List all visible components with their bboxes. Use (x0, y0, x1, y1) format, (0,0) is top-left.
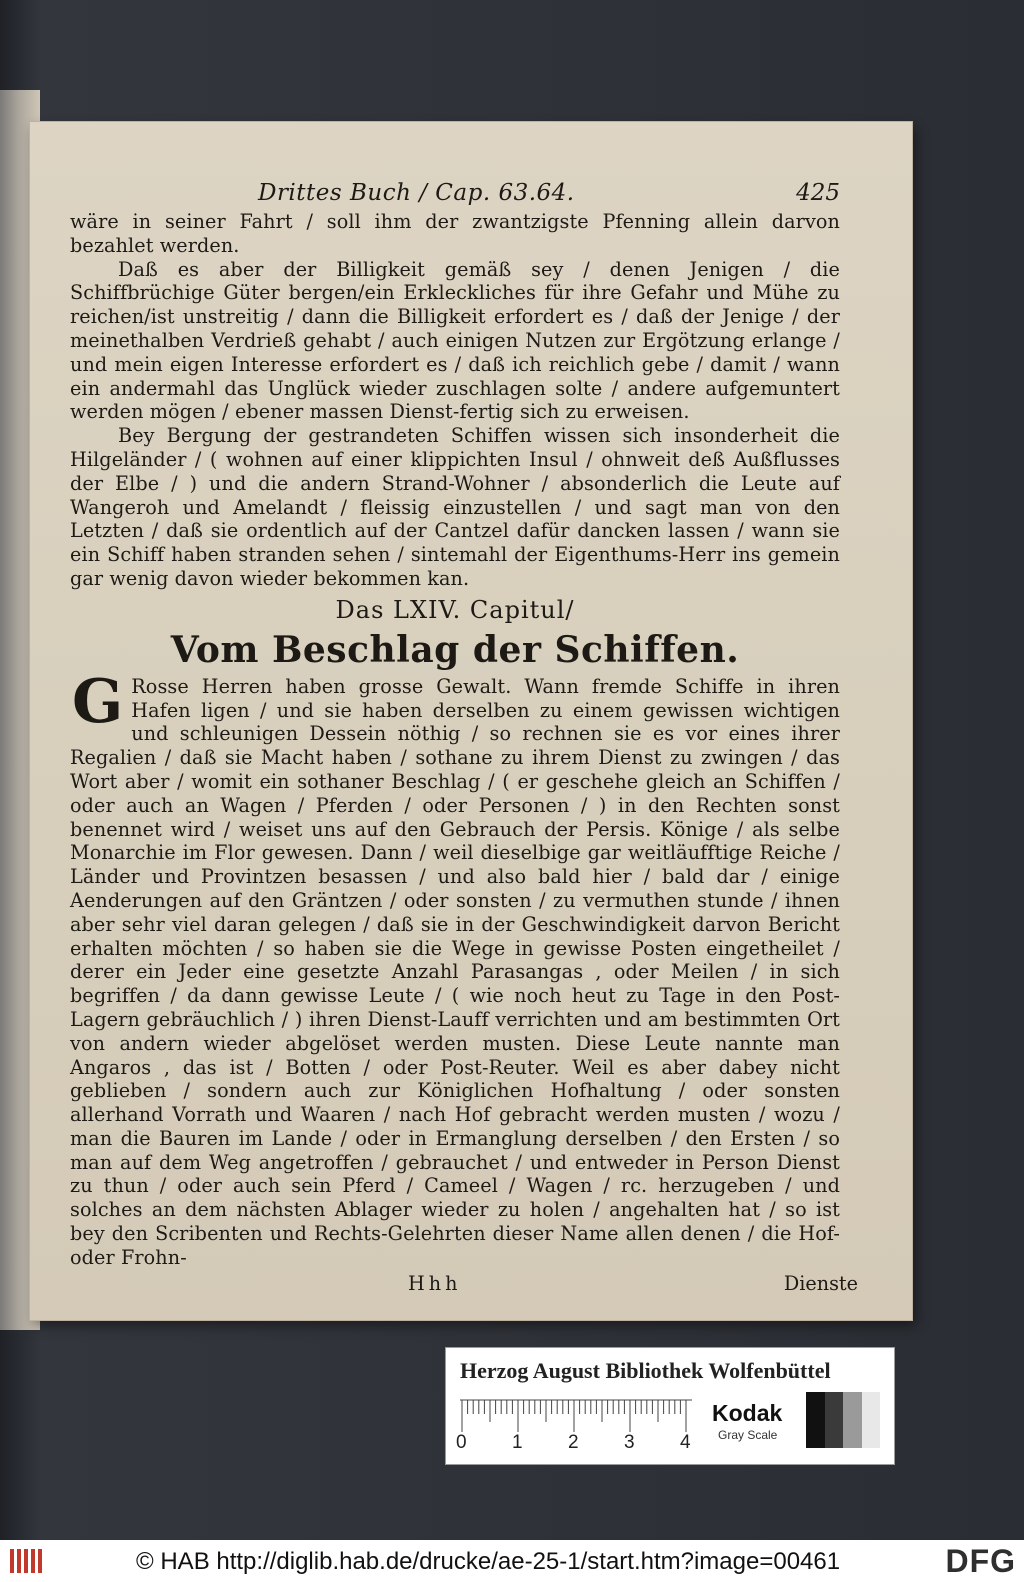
ruler-label-3: 3 (624, 1432, 635, 1453)
gray-patch (806, 1392, 825, 1448)
signature-mark: Hhh (408, 1271, 462, 1295)
ruler-label-2: 2 (568, 1432, 579, 1453)
footer-bar (0, 1540, 1024, 1582)
gray-patches (806, 1392, 880, 1448)
kodak-logo: Kodak (712, 1400, 783, 1426)
ruler-label-1: 1 (512, 1432, 523, 1453)
dfg-logo: DFG (945, 1543, 1016, 1579)
paragraph-stranded-ships: Bey Bergung der gestrandeten Schiffen wissen sich insonderheit die Hilgeländer / ( wohnen auf einer klippichten Insul / ohnweit deß Außflusses der Elbe / ) und die andern Strand-Wohner / absonderlich die Leute auf Wangeroh und Amelandt / fleissig einzustellen / und sagt man von den Letzten / daß sie ordentlich auf der Cantzel dafür dancken lassen / wann sie ein Schiff haben stranden sehen / sintemahl der Eigenthums-Herr ins gemein gar wenig davon wieder bekommen kan. (70, 424, 840, 590)
book-page (30, 122, 912, 1320)
paragraph-continuation: wäre in seiner Fahrt / soll ihm der zwantzigste Pfenning allein darvon bezahlet werden. (70, 210, 840, 257)
ruler-label-4: 4 (680, 1432, 691, 1453)
ruler-labels (452, 1432, 702, 1454)
gray-patch (825, 1392, 844, 1448)
library-name: Herzog August Bibliothek Wolfenbüttel (460, 1358, 831, 1383)
page-content (70, 180, 858, 1300)
copyright-link[interactable]: © HAB http://diglib.hab.de/drucke/ae-25-1/start.htm?image=00461 (136, 1548, 841, 1575)
chapter-number: Das LXIV. Capitul/ (335, 595, 575, 624)
gray-scale-label: Gray Scale (718, 1428, 778, 1442)
chapter-title: Vom Beschlag der Schiffen. (170, 628, 740, 671)
ruler-label-0: 0 (456, 1432, 467, 1453)
gray-patch (843, 1392, 862, 1448)
header-title: Drittes Buch / Cap. 63.64. (258, 180, 575, 206)
ruler-scale (460, 1398, 700, 1434)
running-header (70, 180, 840, 210)
color-calibration-target (446, 1348, 894, 1464)
page-footer (70, 1271, 858, 1300)
chapter-body (70, 666, 840, 1270)
chapter-paragraph: Rosse Herren haben grosse Gewalt. Wann fremde Schiffe in ihren Hafen ligen / und sie haben derselben zu einem gewissen wichtigen und schleunigen Dessein nöthig / so rechnen sie es vor eines ihrer Regalien / daß sie Macht haben / sothane zu ihrem Dienst zu zwingen / das Wort aber / womit ein sothaner Beschlag / ( er geschehe gleich an Schiffen / oder auch an Wagen / Pferden / oder Personen / ) in den Rechten sonst benennet wird / weiset uns auf den Gebrauch der Persis. Könige / als selbe Monarchie im Flor gewesen. Dann / weil dieselbige gar weitläufftige Reiche / Länder und Provintzen besassen / und also bald hier / bald dar / einige Aenderungen auf den Gräntzen / oder sonsten / zu vermuthen stunde / ihnen aber sehr viel daran gelegen / daß sie in der Geschwindigkeit darvon Bericht erhalten möchten / so haben sie die Wege in gewisse Posten eingetheilet / derer ein Jeder eine gesetzte Anzahl Parasangas , oder Meilen / in sich begriffen / da dann gewisse Leute / ( wie noch heut zu Tage in den Post-Lagern gebräuchlich / ) ihren Dienst-Lauff verrichten und am bestimmten Ort von andern wieder abgelöset werden musten. Diese Leute nannte man Angaros , das ist / Botten / oder Post-Reuter. Weil es aber dabey nicht geblieben / sondern auch zur Königlichen Hofhaltung / oder sonsten allerhand Vorrath und Waaren / nach Hof gebracht werden musten / wozu / man die Bauren im Lande / oder in Ermanglung derselben / den Ersten / so man auf dem Weg angetroffen / gebrauchet / und entweder in Person Dienst zu thun / oder auch sein Pferd / Cameel / Wagen / rc. herzugeben / und solches an dem nächsten Ablager wieder zu holen / angehalten hat / so ist bey den Scribenten und Rechts-Gelehrten dieser Name allen denen / die Hof- oder Frohn- (70, 674, 840, 1269)
catchword: Dienste (783, 1271, 858, 1295)
paragraph-salvage-reward: Daß es aber der Billigkeit gemäß sey / denen Jenigen / die Schiffbrüchige Güter bergen/ein Erkleckliches für ihre Gefahr und Mühe zu reichen/ist unstreitig / dann die Billigkeit erfordert es / daß der Jenige / der meinethalben Verdrieß gehabt / auch einigen Nutzen zur Ergötzung erlange / und mein eigen Interesse erfordert es / daß ich reichlich gebe / damit / wann ein andermahl das Unglück wieder zuschlagen solte / andere aufgemuntert werden mögen / ebener massen Dienst-fertig sich zu erweisen. (70, 257, 840, 424)
hab-logo-icon (8, 1546, 48, 1576)
drop-cap-initial: G (72, 666, 124, 737)
gray-patch (862, 1392, 881, 1448)
page-number: 425 (796, 180, 840, 206)
